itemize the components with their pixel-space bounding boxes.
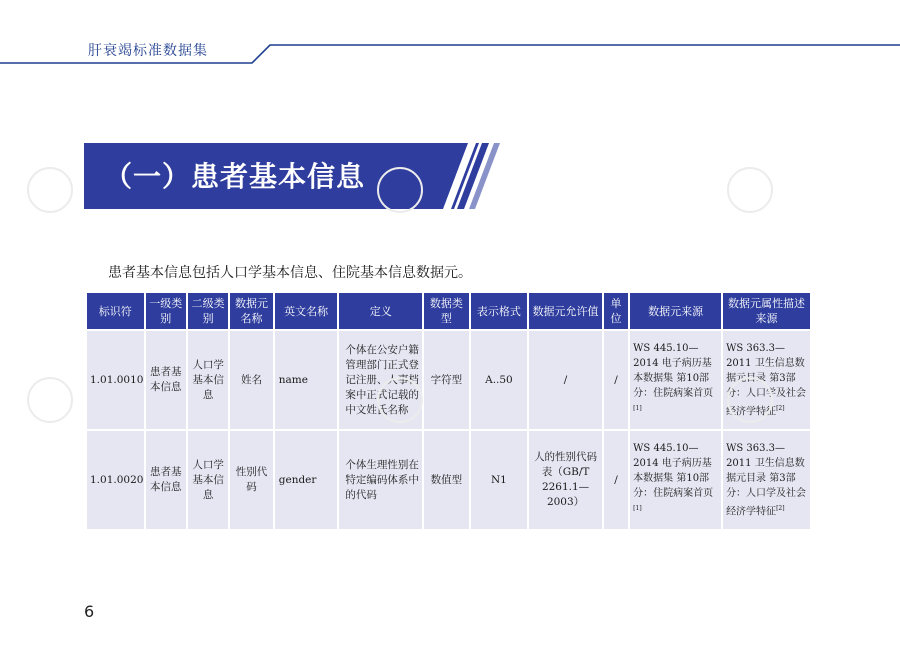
cell-format: N1 [471, 431, 528, 529]
data-element-table [85, 291, 812, 531]
attr-source-text: WS 363.3—2011 卫生信息数据元目录 第3部分：人口学及社会经济学特征 [726, 442, 807, 518]
table-header-row [87, 293, 810, 329]
col-header: 数据元属性描述来源 [723, 293, 810, 329]
section-title: （一）患者基本信息 [104, 160, 366, 193]
cell-category2: 人口学基本信息 [188, 431, 228, 529]
cell-source [630, 431, 721, 529]
source-ref: [1] [633, 404, 642, 412]
col-header: 标识符 [87, 293, 144, 329]
col-header: 定义 [339, 293, 422, 329]
cell-identifier: 1.01.0020 [87, 431, 144, 529]
source-text: WS 445.10—2014 电子病历基本数据集 第10部分：住院病案首页 [633, 442, 714, 499]
col-header: 数据类型 [424, 293, 468, 329]
cell-data-type: 数值型 [424, 431, 468, 529]
cell-identifier: 1.01.0010 [87, 331, 144, 429]
cell-unit: / [604, 431, 628, 529]
col-header: 英文名称 [275, 293, 338, 329]
col-header: 表示格式 [471, 293, 528, 329]
col-header: 一级类别 [146, 293, 186, 329]
col-header: 数据元允许值 [529, 293, 602, 329]
col-header: 数据元名称 [230, 293, 272, 329]
col-header: 单位 [604, 293, 628, 329]
source-ref: [1] [633, 504, 642, 512]
cell-name: 姓名 [230, 331, 272, 429]
intro-paragraph: 患者基本信息包括人口学基本信息、住院基本信息数据元。 [108, 265, 472, 281]
page-number: 6 [84, 602, 95, 621]
cell-definition: 个体生理性别在特定编码体系中的代码 [339, 431, 422, 529]
cell-english-name: gender [275, 431, 338, 529]
attr-source-ref: [2] [776, 504, 785, 512]
running-header: 肝衰竭标准数据集 [88, 43, 208, 59]
cell-definition: 个体在公安户籍管理部门正式登记注册、人事档案中正式记载的中文姓氏名称 [339, 331, 422, 429]
attr-source-text: WS 363.3—2011 卫生信息数据元目录 第3部分：人口学及社会经济学特征 [726, 342, 807, 418]
cell-allowed-values: 人的性别代码表（GB/T 2261.1—2003） [529, 431, 602, 529]
col-header: 数据元来源 [630, 293, 721, 329]
source-text: WS 445.10—2014 电子病历基本数据集 第10部分：住院病案首页 [633, 342, 714, 399]
cell-category1: 患者基本信息 [146, 431, 186, 529]
cell-category1: 患者基本信息 [146, 331, 186, 429]
cell-name: 性别代码 [230, 431, 272, 529]
cell-data-type: 字符型 [424, 331, 468, 429]
col-header: 二级类别 [188, 293, 228, 329]
table-row [87, 431, 810, 529]
cell-attr-source [723, 331, 810, 429]
cell-attr-source [723, 431, 810, 529]
cell-unit: / [604, 331, 628, 429]
cell-allowed-values: / [529, 331, 602, 429]
cell-format: A..50 [471, 331, 528, 429]
attr-source-ref: [2] [776, 404, 785, 412]
table-row [87, 331, 810, 429]
cell-category2: 人口学基本信息 [188, 331, 228, 429]
cell-english-name: name [275, 331, 338, 429]
cell-source [630, 331, 721, 429]
